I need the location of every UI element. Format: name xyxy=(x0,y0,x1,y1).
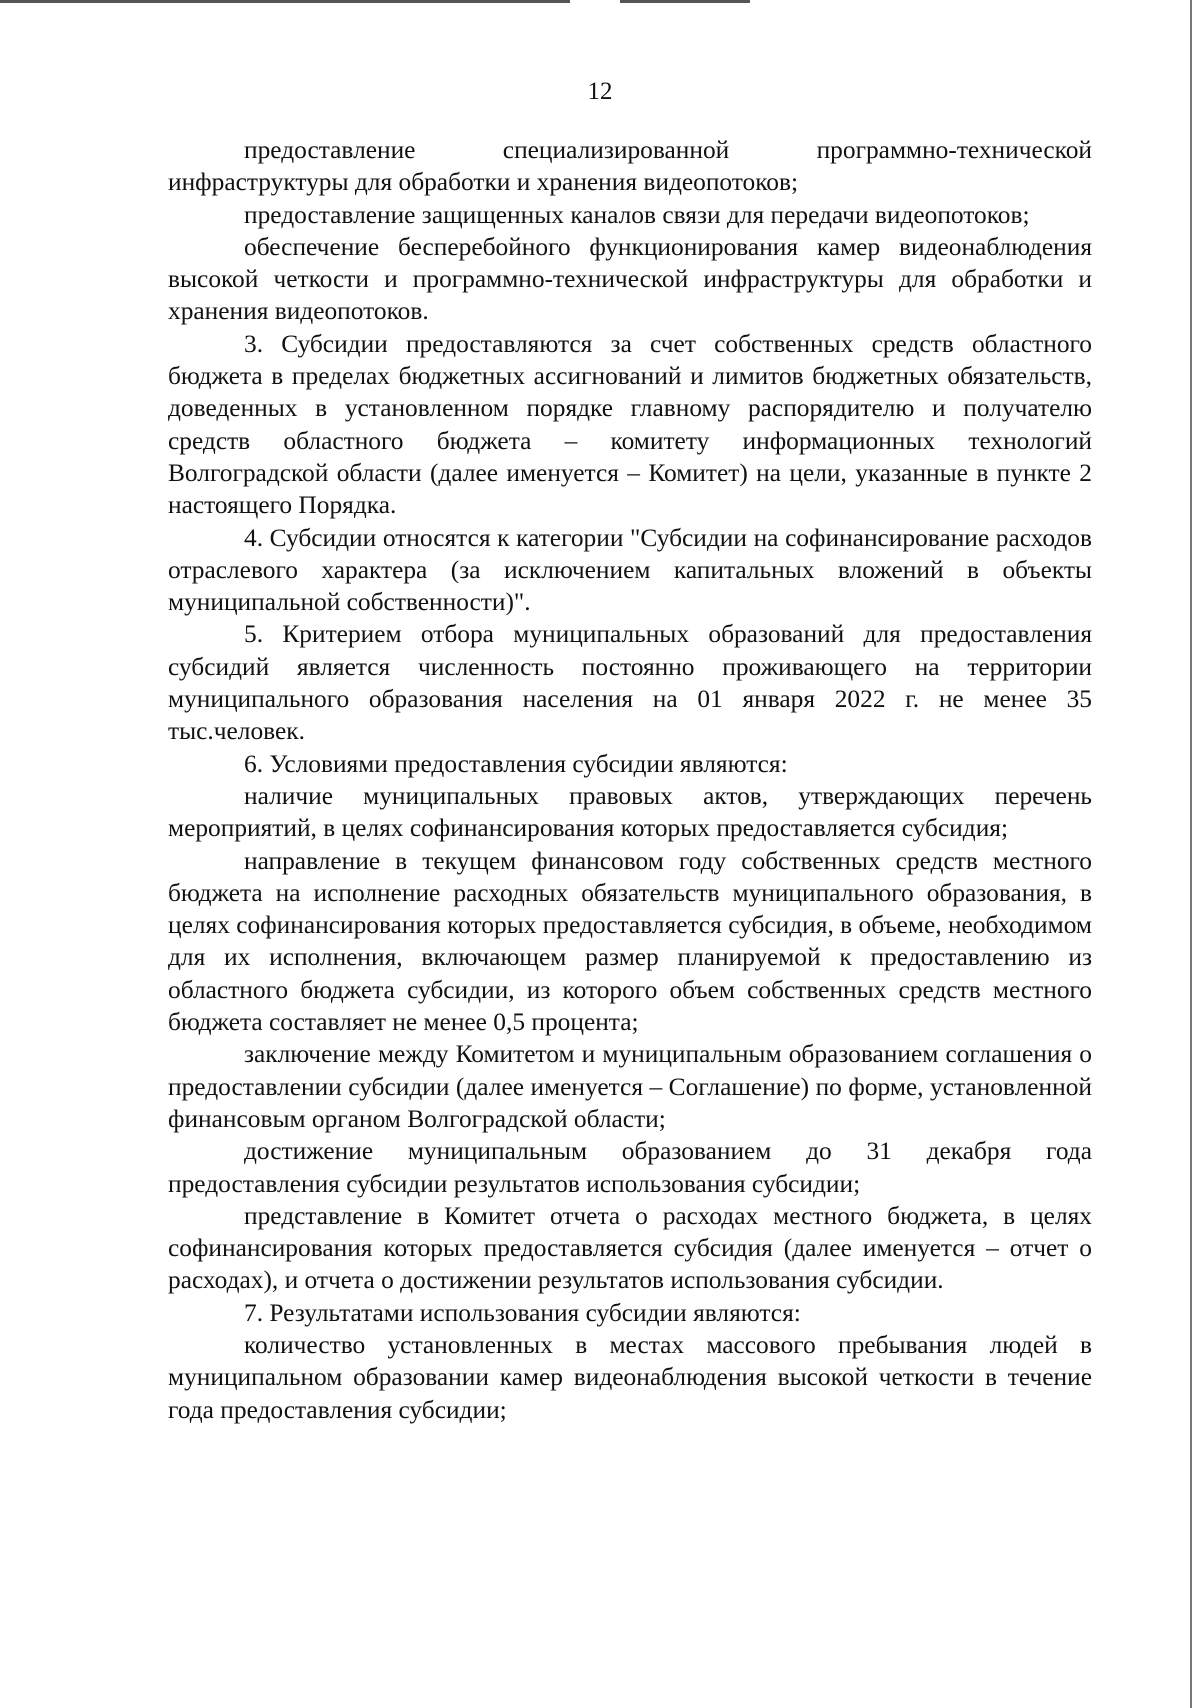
paragraph: заключение между Комитетом и муниципальным образованием соглашения о предоставлении субсидии (далее именуется – Соглашение) по форме, установленной финансовым органом Волгоградской области; xyxy=(168,1040,1092,1133)
paragraph: 6. Условиями предоставления субсидии являются: xyxy=(244,749,788,778)
paragraph: наличие муниципальных правовых актов, утверждающих перечень мероприятий, в целях софинансирования которых предоставляется субсидия; xyxy=(168,781,1092,843)
paragraph: 3. Субсидии предоставляются за счет собственных средств областного бюджета в пределах бюджетных ассигнований и лимитов бюджетных обязательств, доведенных в установленном порядке главному распорядителю и получателю средств областного бюджета – комитету информационных технологий Волгоградской области (далее именуется – Комитет) на цели, указанные в пункте 2 настоящего Порядка. xyxy=(168,329,1092,520)
paragraph: 4. Субсидии относятся к категории "Субсидии на софинансирование расходов отраслевого характера (за исключением капитальных вложений в объекты муниципальной собственности)". xyxy=(168,523,1092,617)
scan-edge-top-segment xyxy=(620,0,750,3)
paragraph: предоставление специализированной программно-технической инфраструктуры для обработки и хранения видеопотоков; xyxy=(168,136,1092,197)
paragraph: 7. Результатами использования субсидии являются: xyxy=(244,1298,801,1327)
paragraph: представление в Комитет отчета о расходах местного бюджета, в целях софинансирования которых предоставляется субсидия (далее именуется – отчет о расходах), и отчета о достижении результатов использования субсидии. xyxy=(168,1201,1092,1295)
scan-edge-right xyxy=(1190,0,1192,1708)
paragraph: 5. Критерием отбора муниципальных образований для предоставления субсидий является численность постоянно проживающего на территории муниципального образования населения на 01 января 2022 г. не менее 35 тыс.человек. xyxy=(168,620,1092,746)
paragraph: количество установленных в местах массового пребывания людей в муниципальном образовании камер видеонаблюдения высокой четкости в течение года предоставления субсидии; xyxy=(168,1330,1092,1424)
document-body xyxy=(168,134,1092,1426)
scan-edge-top xyxy=(0,0,570,3)
paragraph: достижение муниципальным образованием до 31 декабря года предоставления субсидии результатов использования субсидии; xyxy=(168,1137,1092,1198)
page-number: 12 xyxy=(587,78,613,105)
paragraph: предоставление защищенных каналов связи для передачи видеопотоков; xyxy=(244,200,1030,229)
paragraph: обеспечение бесперебойного функционирования камер видеонаблюдения высокой четкости и программно-технической инфраструктуры для обработки и хранения видеопотоков. xyxy=(168,232,1092,326)
paragraph: направление в текущем финансовом году собственных средств местного бюджета на исполнение расходных обязательств муниципального образования, в целях софинансирования которых предоставляется субсидия, в объеме, необходимом для их исполнения, включающем размер планируемой к предоставлению из областного бюджета субсидии, из которого объем собственных средств местного бюджета составляет не менее 0,5 процента; xyxy=(168,846,1092,1037)
